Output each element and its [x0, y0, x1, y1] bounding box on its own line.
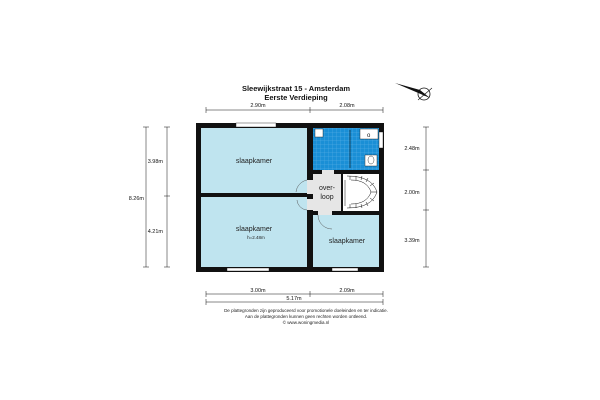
dimension-bottom-total: 5.17m	[286, 296, 302, 302]
dimension-top-left: 2.90m	[250, 103, 266, 109]
dimension-right	[423, 127, 429, 267]
dimension-top	[206, 107, 383, 113]
svg-text:N: N	[422, 92, 426, 97]
dimension-bottom-right: 2.09m	[339, 288, 355, 294]
room-height-label: h=2.48m	[247, 235, 265, 240]
dimension-right-bottom: 3.39m	[404, 238, 420, 244]
room-label-overloop-1: over-	[319, 185, 335, 192]
svg-text:o: o	[367, 133, 371, 139]
room-label-slaapkamer-2: slaapkamer	[235, 226, 273, 233]
room-label-slaapkamer-3: slaapkamer	[328, 238, 366, 245]
disclaimer-line-2: Aan de plattegronden kunnen geen rechten worden ontleend.	[244, 314, 368, 319]
room-label-overloop-2: loop	[320, 194, 334, 201]
disclaimer-line-3: © www.woningmedia.nl	[282, 320, 330, 325]
plan-subtitle: Eerste Verdieping	[264, 93, 328, 102]
plan-title: Sleewijkstraat 15 - Amsterdam	[241, 84, 351, 93]
dimension-left-total: 8.26m	[128, 196, 144, 202]
compass-icon	[395, 83, 432, 100]
dimension-left-lower: 4.21m	[147, 229, 163, 235]
room-label-slaapkamer-1: slaapkamer	[235, 158, 273, 165]
dimension-top-right: 2.08m	[339, 103, 355, 109]
room-overloop	[313, 174, 343, 211]
dimension-right-top: 2.48m	[404, 146, 420, 152]
dimension-bottom-left: 3.00m	[250, 288, 266, 294]
disclaimer-line-1: De plattegronden zijn geproduceerd voor promotionele doeleinden en ter indicatie.	[224, 308, 388, 313]
dimension-right-middle: 2.00m	[404, 190, 420, 196]
dimension-left-upper: 3.98m	[147, 159, 163, 165]
dimension-left	[143, 127, 170, 267]
